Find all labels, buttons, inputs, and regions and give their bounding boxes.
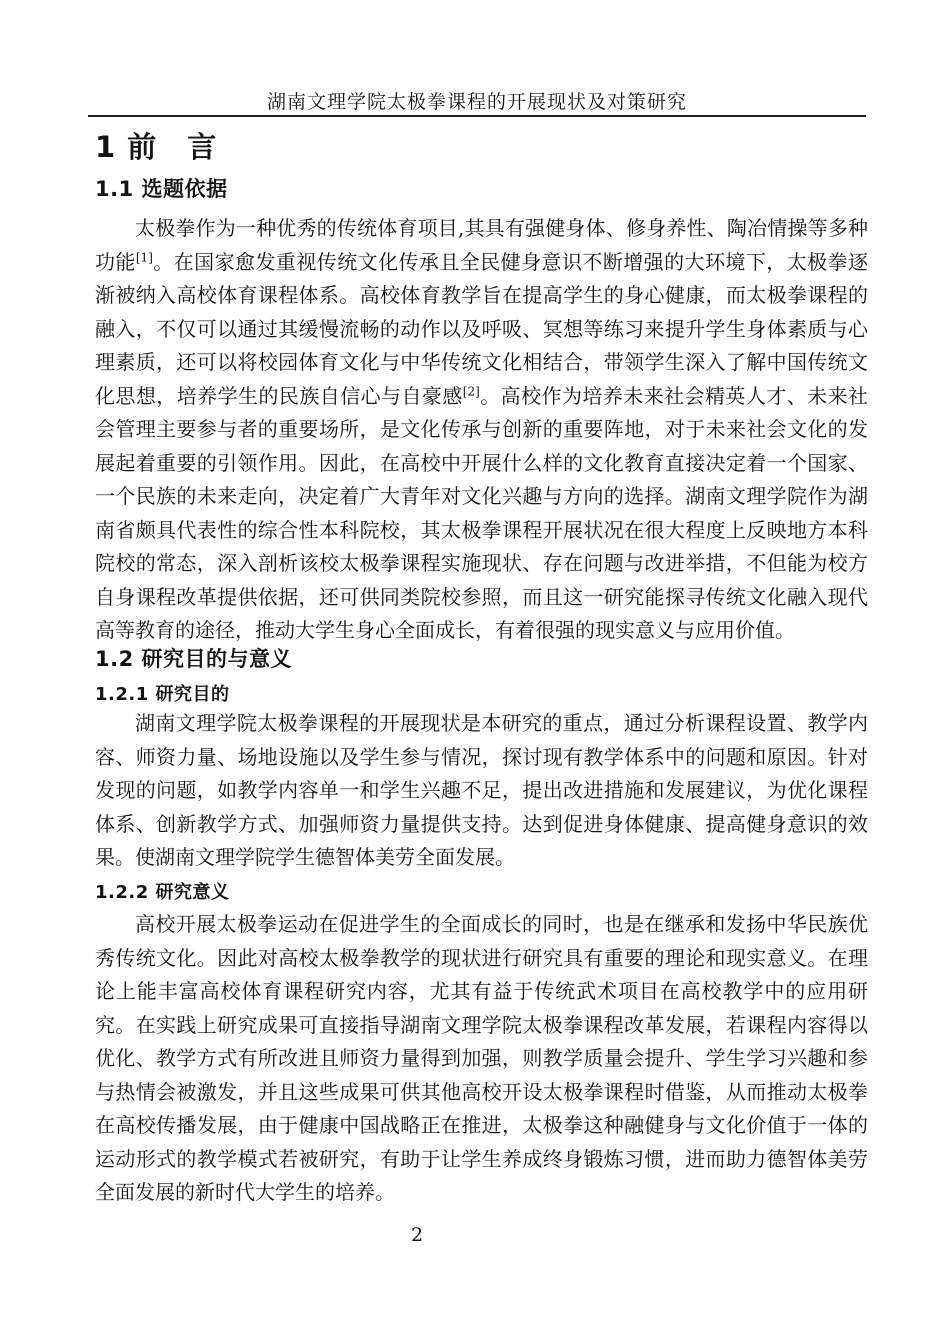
paragraph-research-significance: 高校开展太极拳运动在促进学生的全面成长的同时，也是在继承和发扬中华民族优秀传统文化。因此对高校太极拳教学的现状进行研究具有重要的理论和现实意义。在理论上能丰富高校体育课程研究内容，尤其有益于传统武术项目在高校教学中的应用研究。在实践上研究成果可直接指导湖南文理学院太极拳课程改革发展，若课程内容得以优化、教学方式有所改进且师资力量得到加强，则教学质量会提升、学生学习兴趣和参与热情会被激发，并且这些成果可供其他高校开设太极拳课程时借鉴，从而推动太极拳在高校传播发展，由于健康中国战略正在推进，太极拳这种融健身与文化价值于一体的运动形式的教学模式若被研究，有助于让学生养成终身锻炼习惯，进而助力德智体美劳全面发展的新时代大学生的培养。 [95,912,868,1204]
paragraph-research-purpose: 湖南文理学院太极拳课程的开展现状是本研究的重点，通过分析课程设置、教学内容、师资力量、场地设施以及学生参与情况，探讨现有教学体系中的问题和原因。针对发现的问题，如教学内容单一和学生兴趣不足，提出改进措施和发展建议，为优化课程体系、创新教学方式、加强师资力量提供支持。达到促进身体健康、提高健身意识的效果。使湖南文理学院学生德智体美劳全面发展。 [95,711,868,869]
page-number: 2 [410,1224,424,1246]
paragraph-topic-basis: 太极拳作为一种优秀的传统体育项目,其具有强健身体、修身养性、陶冶情操等多种功能[1]。在国家愈发重视传统文化传承且全民健身意识不断增强的大环境下，太极拳逐渐被纳入高校体育课程体系。高校体育教学旨在提高学生的身心健康，而太极拳课程的融入，不仅可以通过其缓慢流畅的动作以及呼吸、冥想等练习来提升学生身体素质与心理素质，还可以将校园体育文化与中华传统文化相结合，带领学生深入了解中国传统文化思想，培养学生的民族自信心与自豪感[2]。高校作为培养未来社会精英人才、未来社会管理主要参与者的重要场所，是文化传承与创新的重要阵地，对于未来社会文化的发展起着重要的引领作用。因此，在高校中开展什么样的文化教育直接决定着一个国家、一个民族的未来走向，决定着广大青年对文化兴趣与方向的选择。湖南文理学院作为湖南省颇具代表性的综合性本科院校，其太极拳课程开展状况在很大程度上反映地方本科院校的常态，深入剖析该校太极拳课程实施现状、存在问题与改进举措，不但能为校方自身课程改革提供依据，还可供同类院校参照，而且这一研究能探寻传统文化融入现代高等教育的途径，推动大学生身心全面成长，有着很强的现实意义与应用价值。 [95,216,869,642]
citation-ref: [1] [135,249,153,264]
heading-1-2-purpose-significance: 1.2 研究目的与意义 [95,647,293,671]
citation-ref: [2] [462,383,480,398]
heading-1-foreword: 1 前 言 [95,130,218,164]
heading-1-2-2-research-significance: 1.2.2 研究意义 [95,882,230,903]
heading-1-1-topic-basis: 1.1 选题依据 [95,177,228,201]
running-head-title: 湖南文理学院太极拳课程的开展现状及对策研究 [266,91,687,113]
header-rule [88,115,866,117]
heading-1-2-1-research-purpose: 1.2.1 研究目的 [95,684,230,705]
